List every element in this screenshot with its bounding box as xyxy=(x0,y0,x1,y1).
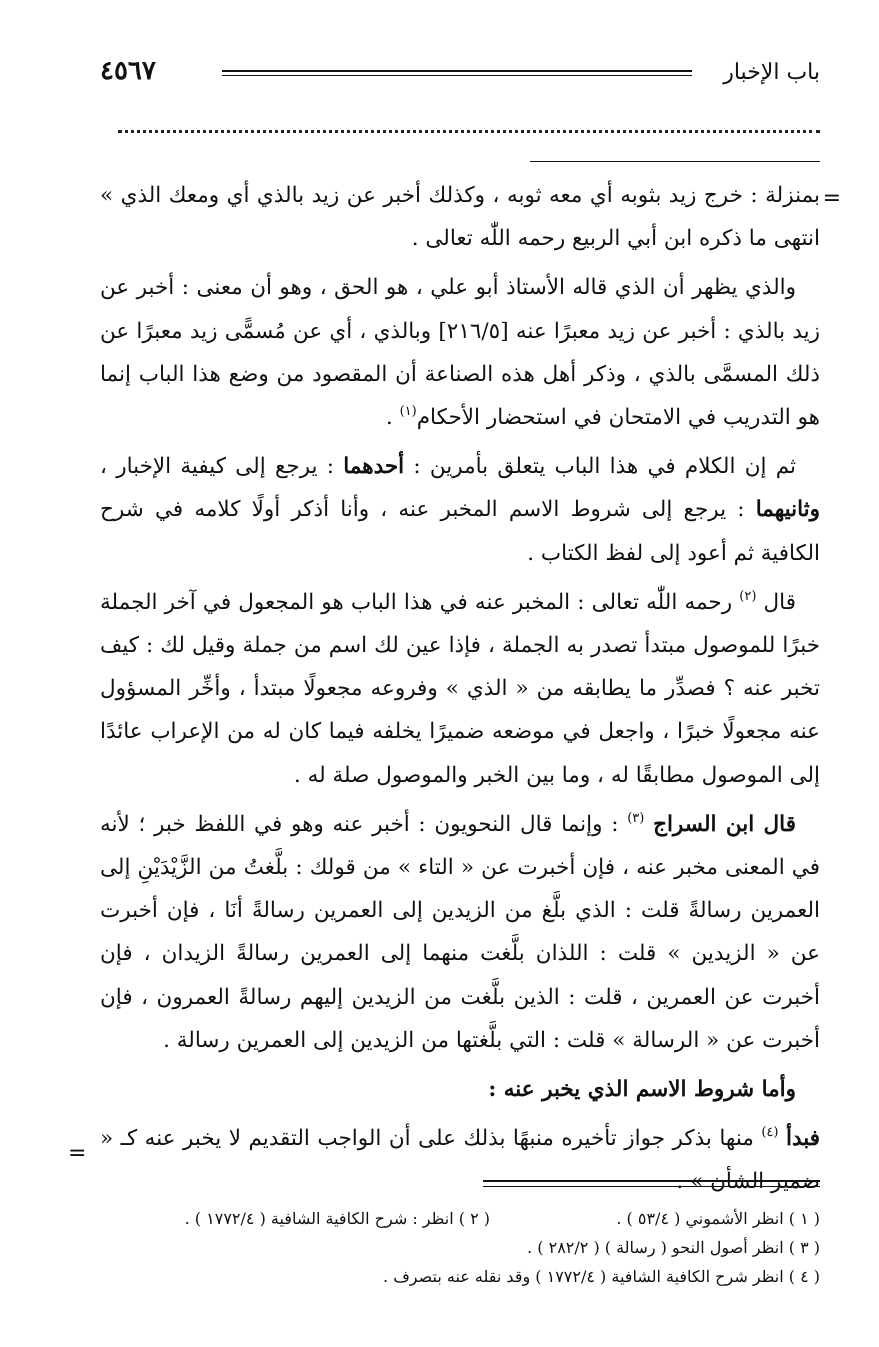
continuation-mark-bottom: = xyxy=(68,1141,87,1166)
main-text xyxy=(100,174,820,1210)
dotted-separator xyxy=(118,130,820,140)
paragraph-5 xyxy=(100,803,820,1062)
paragraph-1 xyxy=(100,174,820,260)
paragraph-2-end: . xyxy=(385,405,400,431)
footnote-ref-1: (١) xyxy=(399,404,417,420)
header-rule-thin xyxy=(222,75,692,76)
header-rule xyxy=(222,70,692,72)
paragraph-4-text-b: رحمه اللّٰه تعالى : المخبر عنه في هذا الباب هو المجعول في آخر الجملة خبرًا للموصول مبتدأ تصدر به الجملة ، فإذا عين لك اسم من جملة وقيل لك : كيف تخبر عنه ؟ فصدِّر ما يطابقه من « الذي » وفروعه مجعولًا مبتدأ ، وأخِّر المسؤول عنه مجعولًا خبرًا ، واجعل في موضعه ضميرًا يخلفه فيما كان له من الإعراب عائدًا إلى الموصول مطابقًا له ، وما بين الخبر والموصول صلة له . xyxy=(100,589,820,788)
page-header xyxy=(100,58,820,98)
footnote-ref-4: (٤) xyxy=(761,1125,779,1141)
paragraph-1-text: بمنزلة : خرج زيد بثوبه أي معه ثوبه ، وكذلك أخبر عن زيد بالذي أي ومعك الذي » انتهى ما ذكره ابن أبي الربيع رحمه اللّٰه تعالى . xyxy=(100,183,820,252)
footnote-1: ( ١ ) انظر الأشموني ( ٥٣/٤ ) . xyxy=(616,1209,820,1228)
continuation-mark-top: = xyxy=(822,186,841,211)
running-title: باب الإخبار xyxy=(723,60,820,85)
footnote-rule-thick xyxy=(483,1180,820,1182)
bold-ibn-alsarraj: قال ابن السراج xyxy=(653,811,796,837)
footnote-2: ( ٢ ) انظر : شرح الكافية الشافية ( ١٧٧٢/٤ ) . xyxy=(184,1209,490,1228)
bold-term-first: أحدهما xyxy=(343,454,405,480)
footnote-4: ( ٤ ) انظر شرح الكافية الشافية ( ١٧٧٢/٤ ) وقد نقله عنه بتصرف . xyxy=(383,1267,820,1286)
footnotes xyxy=(100,1204,820,1291)
footnote-3: ( ٣ ) انظر أصول النحو ( رسالة ) ( ٢٨٢/٢ ) . xyxy=(527,1238,820,1257)
bold-fabada: فبدأ xyxy=(785,1126,820,1152)
paragraph-4 xyxy=(100,581,820,797)
paragraph-3-text-a: ثم إن الكلام في هذا الباب يتعلق بأمرين : xyxy=(404,454,796,480)
footnote-row-2 xyxy=(100,1233,820,1262)
section-heading: وأما شروط الاسم الذي يخبر عنه : xyxy=(488,1077,796,1103)
paragraph-2-text: والذي يظهر أن الذي قاله الأستاذ أبو علي ، هو الحق ، وهو أن معنى : أخبر عن زيد بالذي : أخبر عن زيد معبرًا عنه [٢١٦/٥] وبالذي ، أي عن مُسمًّى زيد معبرًا عن ذلك المسمَّى بالذي ، وذكر أهل هذه الصناعة أن المقصود من وضع هذا الباب إنما هو التدريب في الامتحان في استحضار الأحكام xyxy=(100,275,820,431)
continuation-rule xyxy=(530,161,820,162)
paragraph-5-text: : وإنما قال النحويون : أخبر عنه وهو في اللفظ خبر ؛ لأنه في المعنى مخبر عنه ، فإن أخبرت عن « التاء » من قولك : بلَّغتُ من الزَّيْدَيْنِ إلى العمرين رسالةً قلت : الذي بلَّغ من الزيدين إلى العمرين رسالةً أنَا ، فإن أخبرت عن « الزيدين » قلت : اللذان بلَّغت منهما إلى العمرين رسالةً الزيدان ، فإن أخبرت عن العمرين ، قلت : الذين بلَّغت من الزيدين إليهم رسالةً العمرون ، فإن أخبرت عن « الرسالة » قلت : التي بلَّغتها من الزيدين إلى العمرين رسالة . xyxy=(100,811,820,1053)
paragraph-2 xyxy=(100,266,820,439)
footnote-rule-thin xyxy=(483,1186,820,1187)
paragraph-3-text-c: : يرجع إلى شروط الاسم المخبر عنه ، وأنا أذكر أولًا كلامه في شرح الكافية ثم أعود إلى لفظ الكتاب . xyxy=(100,497,820,566)
footnote-separator xyxy=(483,1180,820,1187)
paragraph-7 xyxy=(100,1117,820,1203)
paragraph-3-text-b: : يرجع إلى كيفية الإخبار ، xyxy=(100,454,344,480)
paragraph-3 xyxy=(100,445,820,575)
footnote-ref-3: (٣) xyxy=(627,810,645,826)
bold-term-second: وثانيهما xyxy=(755,497,820,523)
footnote-row-1 xyxy=(100,1204,820,1233)
footnote-row-3 xyxy=(100,1262,820,1291)
footnote-ref-2: (٢) xyxy=(739,588,757,604)
page-number: ٤٥٦٧ xyxy=(100,56,156,86)
paragraph-7-text: منها بذكر جواز تأخيره منبهًا بذلك على أن الواجب التقديم لا يخبر عنه كـ « ضمير الشأن » . xyxy=(100,1126,820,1195)
paragraph-4-text-a: قال xyxy=(756,589,796,615)
